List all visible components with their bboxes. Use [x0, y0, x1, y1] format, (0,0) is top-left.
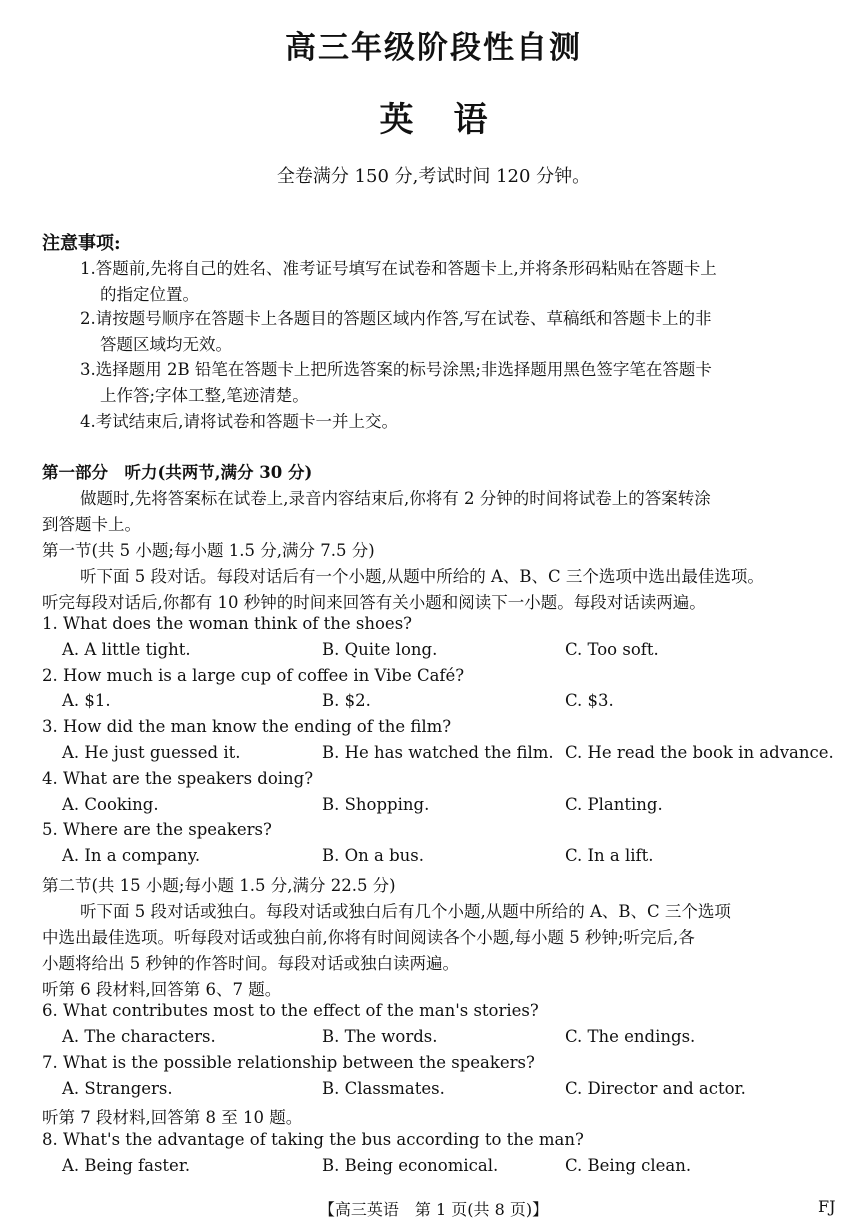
note-3-line1: 3.选择题用 2B 铅笔在答题卡上把所选答案的标号涂黑;非选择题用黑色签字笔在答题卡 — [80, 360, 712, 379]
q8-option-c: C. Being clean. — [565, 1156, 692, 1175]
part1-instruction-line2: 到答题卡上。 — [42, 515, 141, 534]
q3-option-c: C. He read the book in advance. — [565, 743, 834, 762]
note-4-line1: 4.考试结束后,请将试卷和答题卡一并上交。 — [80, 412, 398, 431]
section2-instruction-line1: 听下面 5 段对话或独白。每段对话或独白后有几个小题,从题中所给的 A、B、C 三个选项 — [80, 902, 731, 921]
material-7-instruction: 听第 7 段材料,回答第 8 至 10 题。 — [42, 1108, 303, 1127]
question-7: 7. What is the possible relationship between the speakers? — [42, 1053, 535, 1072]
question-6: 6. What contributes most to the effect of the man's stories? — [42, 1001, 539, 1020]
note-1-line1: 1.答题前,先将自己的姓名、准考证号填写在试卷和答题卡上,并将条形码粘贴在答题卡上 — [80, 259, 717, 278]
section2-instruction-line2: 中选出最佳选项。听每段对话或独白前,你将有时间阅读各个小题,每小题 5 秒钟;听完后,各 — [42, 928, 695, 947]
q7-option-c: C. Director and actor. — [565, 1079, 746, 1098]
subject-title: 英语 — [379, 100, 528, 140]
q3-option-a: A. He just guessed it. — [62, 743, 241, 762]
q5-option-a: A. In a company. — [62, 846, 201, 865]
section1-instruction-line2: 听完每段对话后,你都有 10 秒钟的时间来回答有关小题和阅读下一小题。每段对话读两遍。 — [42, 593, 706, 612]
section2-heading: 第二节(共 15 小题;每小题 1.5 分,满分 22.5 分) — [42, 876, 396, 895]
part1-heading: 第一部分 听力(共两节,满分 30 分) — [42, 463, 313, 482]
q7-option-a: A. Strangers. — [62, 1079, 173, 1098]
q3-option-b: B. He has watched the film. — [322, 743, 554, 762]
q6-option-b: B. The words. — [322, 1027, 438, 1046]
q8-option-b: B. Being economical. — [322, 1156, 499, 1175]
section1-heading: 第一节(共 5 小题;每小题 1.5 分,满分 7.5 分) — [42, 541, 375, 560]
q2-option-b: B. $2. — [322, 691, 371, 710]
page-footer: 【高三英语 第 1 页(共 8 页)】 — [318, 1200, 549, 1219]
question-8: 8. What's the advantage of taking the bus according to the man? — [42, 1130, 584, 1149]
question-3: 3. How did the man know the ending of the film? — [42, 717, 452, 736]
q1-option-b: B. Quite long. — [322, 640, 438, 659]
q5-option-b: B. On a bus. — [322, 846, 424, 865]
q6-option-a: A. The characters. — [62, 1027, 216, 1046]
footer-code: FJ — [818, 1197, 836, 1216]
note-1-line2: 的指定位置。 — [100, 285, 199, 304]
q1-option-a: A. A little tight. — [62, 640, 191, 659]
q2-option-c: C. $3. — [565, 691, 614, 710]
note-2-line2: 答题区域均无效。 — [100, 335, 232, 354]
question-2: 2. How much is a large cup of coffee in Vibe Café? — [42, 666, 465, 685]
score-time-info: 全卷满分 150 分,考试时间 120 分钟。 — [276, 166, 591, 187]
q6-option-c: C. The endings. — [565, 1027, 696, 1046]
part1-instruction-line1: 做题时,先将答案标在试卷上,录音内容结束后,你将有 2 分钟的时间将试卷上的答案转涂 — [80, 489, 711, 508]
q4-option-a: A. Cooking. — [62, 795, 159, 814]
section2-instruction-line3: 小题将给出 5 秒钟的作答时间。每段对话或独白读两遍。 — [42, 954, 459, 973]
q8-option-a: A. Being faster. — [62, 1156, 191, 1175]
q7-option-b: B. Classmates. — [322, 1079, 445, 1098]
material-6-instruction: 听第 6 段材料,回答第 6、7 题。 — [42, 980, 282, 999]
notes-heading: 注意事项: — [42, 233, 121, 254]
q5-option-c: C. In a lift. — [565, 846, 654, 865]
q4-option-b: B. Shopping. — [322, 795, 430, 814]
exam-title: 高三年级阶段性自测 — [285, 30, 582, 66]
q2-option-a: A. $1. — [62, 691, 111, 710]
q4-option-c: C. Planting. — [565, 795, 663, 814]
question-5: 5. Where are the speakers? — [42, 820, 272, 839]
question-4: 4. What are the speakers doing? — [42, 769, 314, 788]
section1-instruction-line1: 听下面 5 段对话。每段对话后有一个小题,从题中所给的 A、B、C 三个选项中选出最佳选项。 — [80, 567, 764, 586]
note-2-line1: 2.请按题号顺序在答题卡上各题目的答题区域内作答,写在试卷、草稿纸和答题卡上的非 — [80, 309, 712, 328]
q1-option-c: C. Too soft. — [565, 640, 659, 659]
question-1: 1. What does the woman think of the shoes? — [42, 614, 413, 633]
note-3-line2: 上作答;字体工整,笔迹清楚。 — [100, 386, 309, 405]
